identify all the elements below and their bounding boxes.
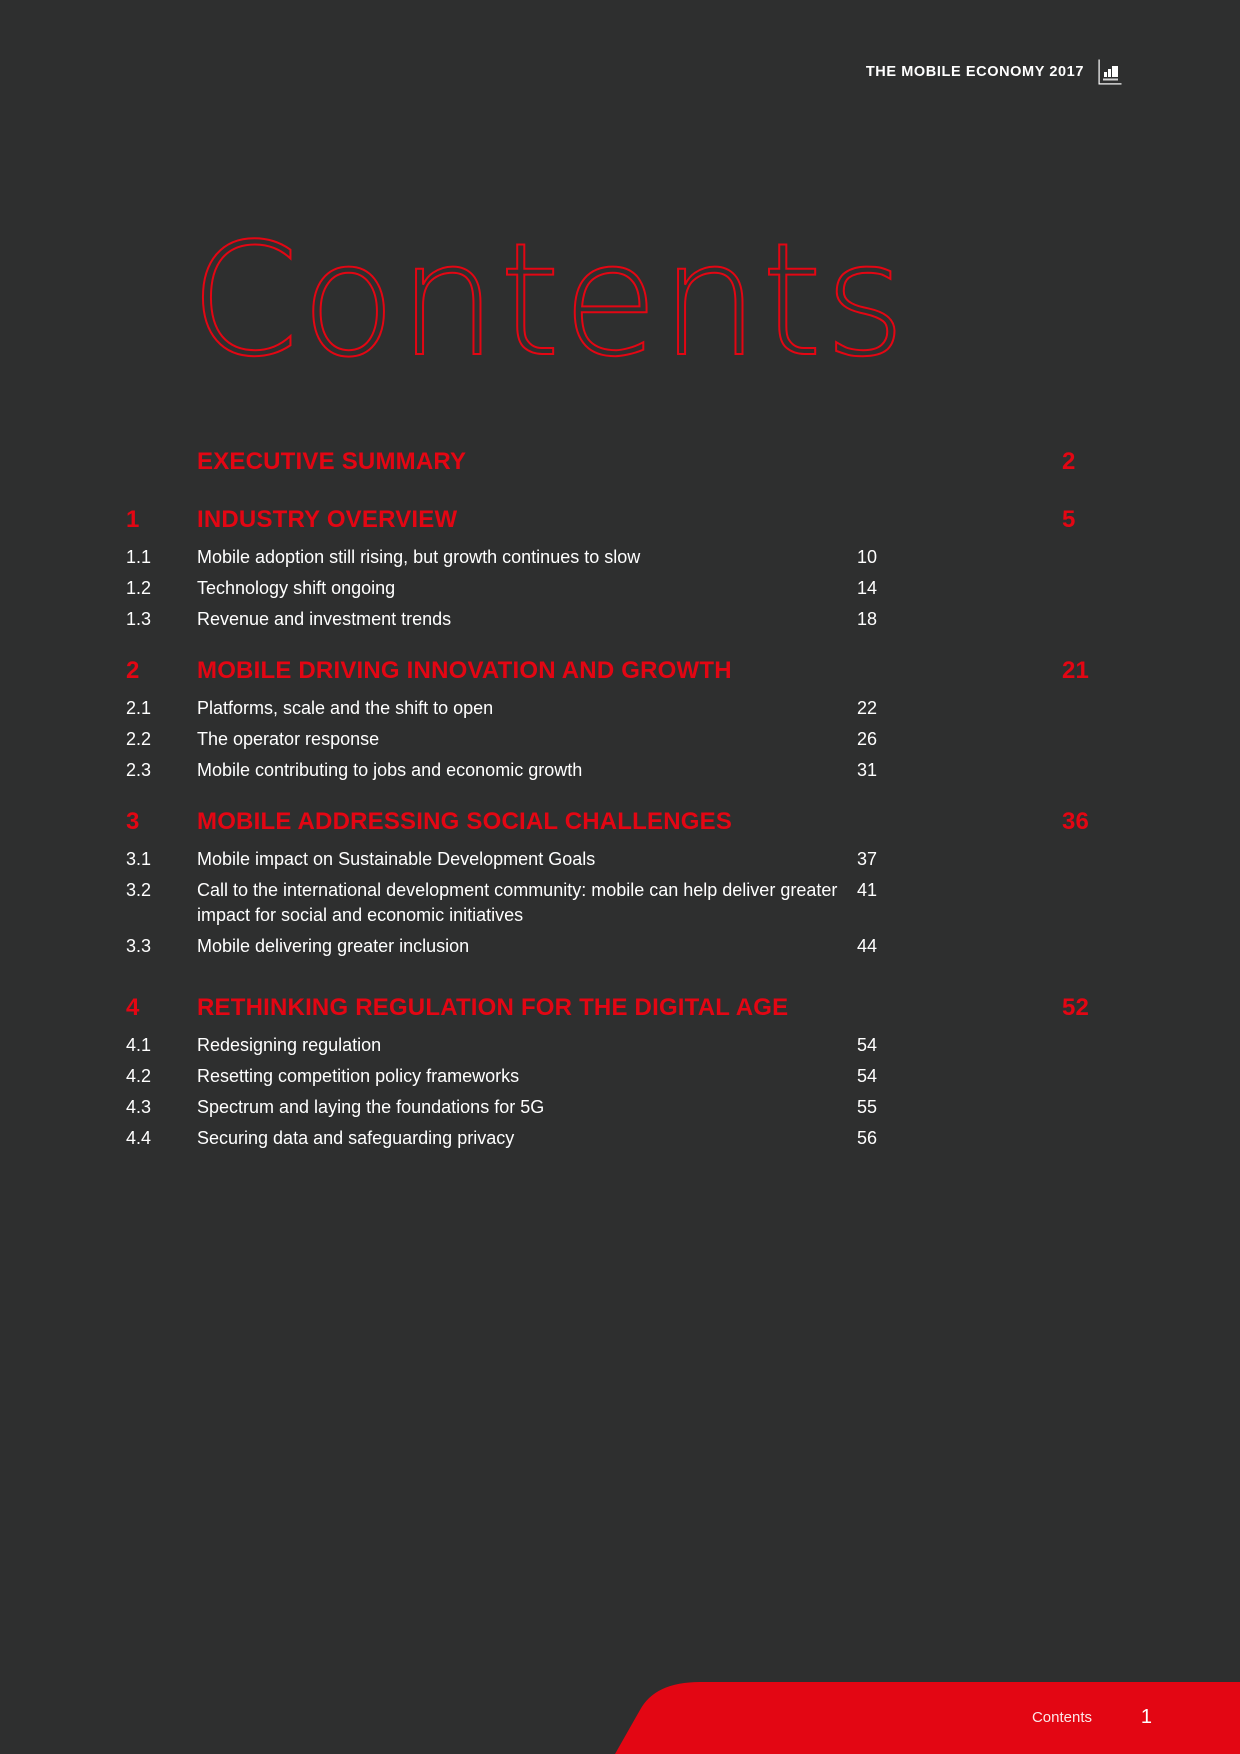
toc-section-heading[interactable]	[126, 448, 1106, 484]
toc-entry[interactable]	[126, 604, 1106, 635]
section-page: 5	[1062, 506, 1076, 533]
page-footer	[0, 1682, 1240, 1754]
entry-number: 2.3	[126, 760, 152, 780]
toc-entry[interactable]	[126, 931, 1106, 962]
entry-title: Mobile contributing to jobs and economic growth	[197, 760, 583, 780]
entry-title: Revenue and investment trends	[197, 609, 452, 629]
page-number: 1	[1140, 1706, 1152, 1728]
entry-number: 1.2	[126, 578, 152, 598]
section-page: 21	[1062, 657, 1090, 684]
entry-page: 37	[857, 849, 878, 869]
entry-number: 3.1	[126, 849, 152, 869]
entry-page: 41	[857, 880, 878, 900]
toc-section-heading[interactable]	[126, 506, 1106, 542]
toc-entry[interactable]	[126, 1092, 1106, 1123]
entry-page: 44	[857, 936, 878, 956]
entry-page: 55	[857, 1097, 878, 1117]
toc-section	[126, 657, 1106, 786]
entry-number: 4.1	[126, 1035, 152, 1055]
toc-entry[interactable]	[126, 573, 1106, 604]
toc-entry[interactable]	[126, 844, 1106, 875]
toc-section-heading[interactable]	[126, 808, 1106, 844]
toc-section	[126, 448, 1106, 484]
section-number: 1	[126, 506, 140, 533]
entry-number: 3.2	[126, 880, 152, 900]
section-title: MOBILE DRIVING INNOVATION AND GROWTH	[197, 657, 732, 684]
footer-section-label: Contents	[1031, 1709, 1092, 1726]
section-number: 4	[126, 994, 140, 1021]
toc-section	[126, 506, 1106, 635]
entry-number: 3.3	[126, 936, 152, 956]
entry-title: Resetting competition policy frameworks	[197, 1066, 520, 1086]
page-header	[866, 58, 1122, 86]
entry-page: 10	[857, 547, 878, 567]
entry-title: Platforms, scale and the shift to open	[197, 698, 494, 718]
section-title: RETHINKING REGULATION FOR THE DIGITAL AGE	[197, 994, 789, 1021]
entry-page: 26	[857, 729, 878, 749]
toc-entry[interactable]	[126, 724, 1106, 755]
entry-page: 14	[857, 578, 878, 598]
toc-entry[interactable]	[126, 755, 1106, 786]
toc-entry[interactable]	[126, 693, 1106, 724]
toc-entry[interactable]	[126, 875, 1106, 931]
section-title: MOBILE ADDRESSING SOCIAL CHALLENGES	[197, 808, 733, 835]
section-page: 2	[1062, 448, 1076, 475]
entry-title: Securing data and safeguarding privacy	[197, 1128, 515, 1148]
entry-title: Mobile delivering greater inclusion	[197, 936, 470, 956]
entry-number: 2.1	[126, 698, 152, 718]
entry-number: 4.2	[126, 1066, 152, 1086]
publication-title: THE MOBILE ECONOMY 2017	[865, 64, 1084, 80]
table-of-contents	[126, 448, 1106, 1176]
page-title: Contents	[190, 209, 908, 391]
section-number: 3	[126, 808, 140, 835]
toc-section-heading[interactable]	[126, 657, 1106, 693]
entry-number: 2.2	[126, 729, 152, 749]
entry-number: 1.1	[126, 547, 152, 567]
toc-entry[interactable]	[126, 1061, 1106, 1092]
entry-number: 1.3	[126, 609, 152, 629]
entry-page: 31	[857, 760, 878, 780]
entry-title: Call to the international development community: mobile can help deliver greater impact for social and economic initiatives	[197, 880, 838, 925]
entry-page: 56	[857, 1128, 878, 1148]
entry-page: 22	[857, 698, 878, 718]
toc-section-heading[interactable]	[126, 994, 1106, 1030]
gsma-logo-icon	[1098, 59, 1122, 85]
toc-section	[126, 808, 1106, 962]
section-title: EXECUTIVE SUMMARY	[197, 448, 467, 475]
entry-title: Mobile impact on Sustainable Development Goals	[197, 849, 596, 869]
entry-page: 54	[857, 1066, 878, 1086]
toc-section	[126, 994, 1106, 1154]
entry-title: Mobile adoption still rising, but growth continues to slow	[197, 547, 641, 567]
entry-title: The operator response	[197, 729, 380, 749]
entry-title: Spectrum and laying the foundations for 5G	[197, 1097, 545, 1117]
section-page: 36	[1062, 808, 1090, 835]
section-title: INDUSTRY OVERVIEW	[197, 506, 458, 533]
toc-entry[interactable]	[126, 542, 1106, 573]
entry-number: 4.4	[126, 1128, 152, 1148]
section-number: 2	[126, 657, 140, 684]
entry-number: 4.3	[126, 1097, 152, 1117]
entry-page: 18	[857, 609, 878, 629]
entry-title: Redesigning regulation	[197, 1035, 382, 1055]
toc-entry[interactable]	[126, 1123, 1106, 1154]
entry-page: 54	[857, 1035, 878, 1055]
toc-entry[interactable]	[126, 1030, 1106, 1061]
section-page: 52	[1062, 994, 1090, 1021]
entry-title: Technology shift ongoing	[197, 578, 396, 598]
